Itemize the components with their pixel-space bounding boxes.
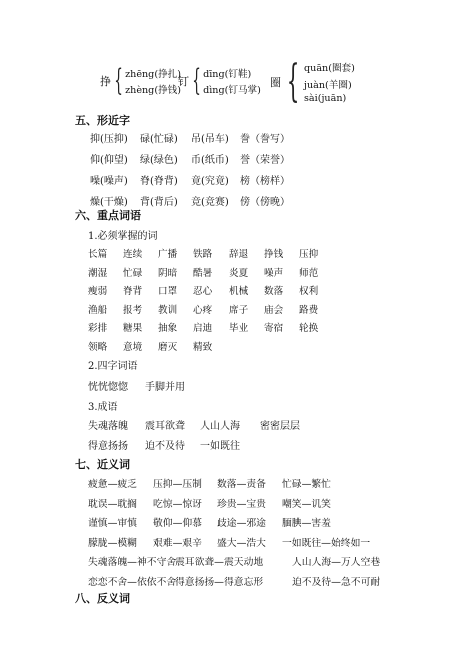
brace-icon: { xyxy=(192,63,201,98)
polyphone-group xyxy=(100,63,181,98)
table-cell: 震耳欲聋—震天动地 xyxy=(175,557,264,568)
table-cell: 数落 xyxy=(264,286,284,297)
brace-icon: { xyxy=(114,63,123,98)
table-cell: 燥(干燥) xyxy=(90,197,128,208)
list-item: 恍恍惚惚 xyxy=(88,382,128,393)
table-cell: 数落—责备 xyxy=(217,479,266,490)
table-cell: 吊(吊车) xyxy=(191,134,229,145)
table-cell: 路费 xyxy=(299,304,319,316)
table-cell: 师范 xyxy=(299,267,319,279)
table-cell: 权利 xyxy=(299,286,319,297)
polyphone-char: 钉 xyxy=(178,75,189,88)
polyphone-char: 圈 xyxy=(270,76,281,89)
table-cell: 磨灭 xyxy=(158,341,178,353)
table-cell: 炎夏 xyxy=(229,267,249,279)
table-cell: 歧途—邪途 xyxy=(217,518,266,529)
table-cell: 教训 xyxy=(158,304,178,316)
table-cell: 嘲笑—讥笑 xyxy=(282,498,331,510)
table-cell: 潮湿 xyxy=(88,267,108,279)
table-cell: 疲惫—疲乏 xyxy=(88,479,137,490)
table-cell: 密密层层 xyxy=(260,421,300,432)
section-title: 八、反义词 xyxy=(75,592,130,605)
table-cell: 彩排 xyxy=(88,323,108,334)
reading: dīng(钉鞋) xyxy=(203,69,252,80)
reading: zhēng(挣扎) xyxy=(125,69,181,80)
table-cell: 铁路 xyxy=(193,249,213,260)
table-cell: 榜（榜样） xyxy=(240,176,290,187)
table-cell: 脊背 xyxy=(123,286,143,297)
table-cell: 腼腆—害羞 xyxy=(282,518,331,529)
table-cell: 忙碌 xyxy=(123,267,143,279)
polyphone-group xyxy=(178,63,261,98)
table-cell: 失魂落魄 xyxy=(88,421,128,432)
table-cell: 心疼 xyxy=(193,304,213,316)
table-cell: 意境 xyxy=(123,341,143,353)
table-cell: 忍心 xyxy=(193,286,213,297)
table-cell: 抽象 xyxy=(158,323,178,334)
section-title: 六、重点词语 xyxy=(75,209,141,222)
table-cell: 席子 xyxy=(229,304,249,316)
table-cell: 连续 xyxy=(123,249,143,260)
polyphone-char: 挣 xyxy=(100,75,111,88)
table-cell: 币(纸币) xyxy=(191,155,229,166)
table-cell: 挣钱 xyxy=(264,249,284,260)
table-cell: 耽误—耽搁 xyxy=(88,498,137,510)
table-cell: 压抑 xyxy=(299,249,319,260)
table-cell: 一如既往—始终如一 xyxy=(282,537,371,549)
brace-icon: { xyxy=(286,56,300,107)
table-cell: 阴暗 xyxy=(158,267,178,279)
table-cell: 人山人海 xyxy=(200,421,240,432)
table-cell: 轮换 xyxy=(299,323,319,334)
table-cell: 酷暑 xyxy=(193,267,213,279)
table-cell: 誊（誊写） xyxy=(240,134,290,145)
table-cell: 艰难—艰辛 xyxy=(153,537,202,549)
table-cell: 傍（傍晚） xyxy=(240,197,290,208)
table-cell: 敬仰—仰慕 xyxy=(153,518,202,529)
table-cell: 碌(忙碌) xyxy=(140,134,178,145)
table-cell: 毕业 xyxy=(229,323,249,334)
table-cell: 背(背后) xyxy=(140,197,178,208)
reading: zhèng(挣钱) xyxy=(125,85,181,96)
table-cell: 脊(脊背) xyxy=(140,176,178,187)
table-cell: 得意扬扬—得意忘形 xyxy=(175,576,264,588)
table-cell: 迫不及待 xyxy=(145,441,185,452)
table-cell: 噪(噪声) xyxy=(90,176,128,187)
section-title: 五、形近字 xyxy=(75,114,130,127)
reading: dìng(钉马掌) xyxy=(203,85,261,96)
table-cell: 启迪 xyxy=(193,323,213,334)
table-cell: 吃惊—惊讶 xyxy=(153,498,202,510)
table-cell: 领略 xyxy=(88,341,108,353)
table-cell: 仰(仰望) xyxy=(90,155,128,166)
section-title: 七、近义词 xyxy=(75,458,130,471)
table-cell: 绿(绿色) xyxy=(140,155,178,166)
table-cell: 珍贵—宝贵 xyxy=(217,498,266,510)
table-cell: 渔船 xyxy=(88,304,108,316)
table-cell: 糖果 xyxy=(123,323,143,334)
table-cell: 盛大—浩大 xyxy=(217,537,266,549)
table-cell: 压抑—压制 xyxy=(153,479,202,490)
table-cell: 寄宿 xyxy=(264,323,284,334)
table-cell: 朦胧—模糊 xyxy=(88,537,137,549)
table-cell: 噪声 xyxy=(264,267,284,279)
table-cell: 恋恋不舍—依依不舍 xyxy=(88,576,177,588)
table-cell: 辞退 xyxy=(229,249,249,260)
table-cell: 竟(究竟) xyxy=(191,176,229,187)
table-cell: 震耳欲聋 xyxy=(145,421,185,432)
table-cell: 竞(竞赛) xyxy=(191,197,229,208)
polyphone-group xyxy=(270,56,355,107)
subsection-title: 3.成语 xyxy=(88,402,118,413)
table-cell: 瘦弱 xyxy=(88,286,108,297)
table-cell: 得意扬扬 xyxy=(88,441,128,452)
table-cell: 人山人海—万人空巷 xyxy=(292,557,381,568)
table-cell: 口罩 xyxy=(158,286,178,297)
reading: sài(juān) xyxy=(304,93,347,104)
table-cell: 失魂落魄—神不守舍 xyxy=(88,557,177,568)
table-cell: 誉（荣誉） xyxy=(240,155,290,166)
table-cell: 机械 xyxy=(229,286,249,297)
subsection-title: 1.必须掌握的词 xyxy=(88,231,158,242)
table-cell: 一如既往 xyxy=(200,441,240,452)
table-cell: 广播 xyxy=(158,249,178,260)
table-cell: 报考 xyxy=(123,304,143,316)
table-cell: 长篇 xyxy=(88,249,108,260)
table-cell: 精致 xyxy=(193,341,213,353)
table-cell: 抑(压抑) xyxy=(90,134,128,145)
reading: juàn(羊圈) xyxy=(304,79,352,91)
table-cell: 庙会 xyxy=(264,304,284,316)
reading: quān(圈套) xyxy=(304,63,355,74)
table-cell: 忙碌—繁忙 xyxy=(282,479,331,490)
table-cell: 迫不及待—急不可耐 xyxy=(292,576,381,588)
table-cell: 谨慎—审慎 xyxy=(88,518,137,529)
list-item: 手脚并用 xyxy=(145,382,185,393)
subsection-title: 2.四字词语 xyxy=(88,361,138,372)
